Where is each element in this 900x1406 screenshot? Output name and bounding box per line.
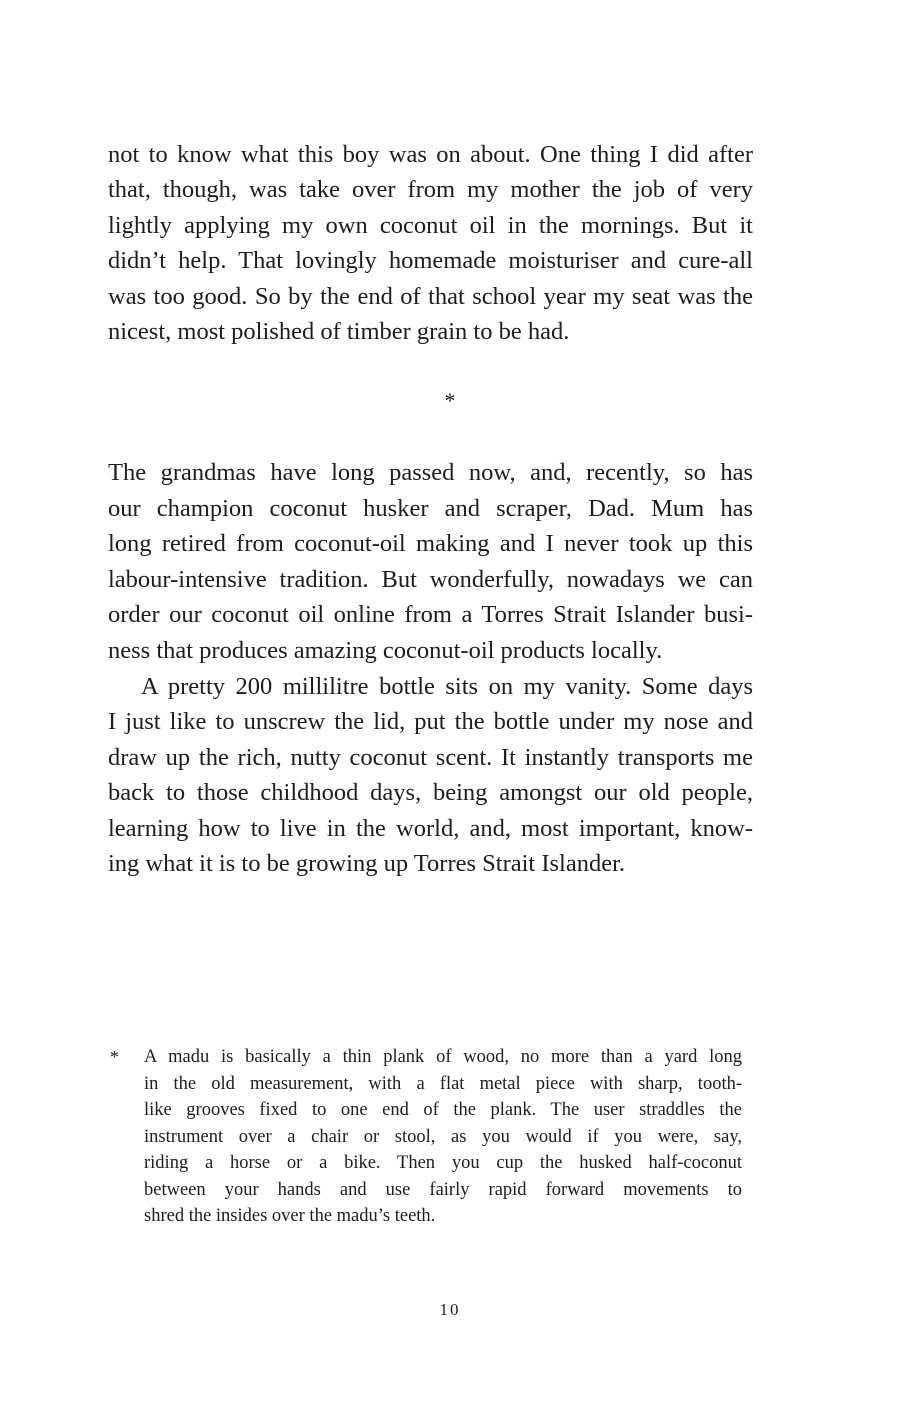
body-line: lightly applying my own coconut oil in the mornings. But it [108, 212, 753, 239]
body-line: learning how to live in the world, and, most important, know- [108, 815, 753, 842]
body-line: labour-intensive tradition. But wonderfully, nowadays we can [108, 566, 753, 593]
body-line: ing what it is to be growing up Torres Strait Islander. [108, 850, 626, 877]
body-line: draw up the rich, nutty coconut scent. It instantly transports me [108, 744, 753, 771]
body-line: I just like to unscrew the lid, put the bottle under my nose and [108, 708, 753, 735]
footnote-marker: * [110, 1047, 119, 1067]
body-line: was too good. So by the end of that school year my seat was the [108, 283, 753, 310]
body-line: our champion coconut husker and scraper, Dad. Mum has [108, 495, 753, 522]
body-line: long retired from coconut-oil making and I never took up this [108, 530, 753, 557]
footnote-line: like grooves fixed to one end of the plank. The user straddles the [144, 1100, 742, 1120]
footnote-line: between your hands and use fairly rapid forward movements to [144, 1180, 742, 1200]
footnote-line: instrument over a chair or stool, as you would if you were, say, [144, 1127, 742, 1147]
body-line: didn’t help. That lovingly homemade moisturiser and cure-all [108, 247, 753, 274]
footnote-line: in the old measurement, with a flat metal piece with sharp, tooth- [144, 1074, 742, 1094]
body-line: ness that produces amazing coconut-oil products locally. [108, 637, 663, 664]
body-line: not to know what this boy was on about. One thing I did after [108, 141, 753, 168]
body-line: back to those childhood days, being amongst our old people, [108, 779, 753, 806]
page-number: 10 [439, 1300, 461, 1319]
body-line: A pretty 200 millilitre bottle sits on my vanity. Some days [141, 673, 753, 700]
section-separator: * [444, 388, 456, 413]
body-line: that, though, was take over from my mother the job of very [108, 176, 753, 203]
footnote-line: A madu is basically a thin plank of wood, no more than a yard long [144, 1047, 742, 1067]
footnote-line: shred the insides over the madu’s teeth. [144, 1206, 436, 1226]
body-line: order our coconut oil online from a Torres Strait Islander busi- [108, 601, 753, 628]
body-line: nicest, most polished of timber grain to be had. [108, 318, 570, 345]
footnote-line: riding a horse or a bike. Then you cup the husked half-coconut [144, 1153, 742, 1173]
body-line: The grandmas have long passed now, and, recently, so has [108, 459, 753, 486]
